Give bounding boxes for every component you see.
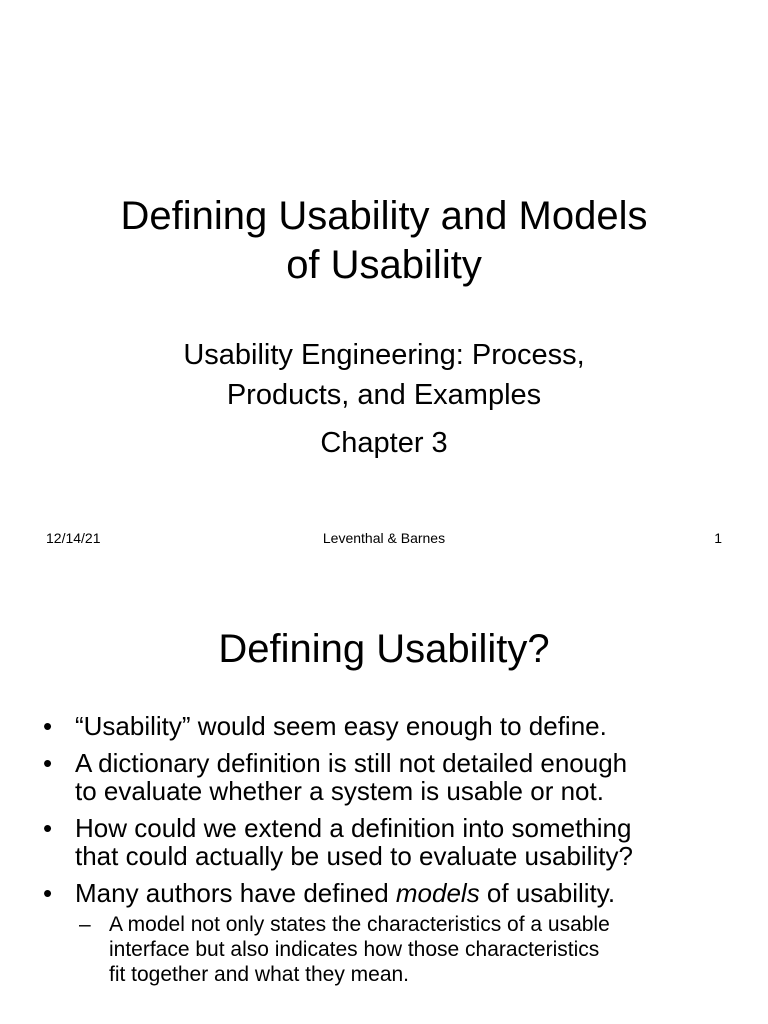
bullet-item <box>40 814 740 870</box>
sub-bullet-line-2: interface but also indicates how those characteristics <box>109 938 600 961</box>
bullet-text-line-1: How could we extend a definition into something <box>75 813 632 843</box>
bullet-item <box>40 749 740 805</box>
bullet-text: “Usability” would seem easy enough to define. <box>75 711 607 741</box>
bullet-text-before: Many authors have defined <box>75 878 396 908</box>
bullet-text-line-2: that could actually be used to evaluate usability? <box>75 841 633 871</box>
slide-title-line-1: Defining Usability and Models <box>120 194 648 238</box>
sub-bullet-line-1: A model not only states the characteristics of a usable <box>109 913 610 936</box>
slide-heading: Defining Usability? <box>218 627 550 671</box>
footer-authors: Leventhal & Barnes <box>322 530 446 546</box>
slide-subtitle-line-2: Products, and Examples <box>226 379 542 411</box>
bullet-icon: • <box>43 813 53 843</box>
chapter-label: Chapter 3 <box>320 427 448 459</box>
footer-date: 12/14/21 <box>46 530 101 546</box>
bullet-icon: • <box>43 748 53 778</box>
bullet-item <box>40 712 740 740</box>
dash-icon: – <box>79 913 91 936</box>
sub-bullet-line-3: fit together and what they mean. <box>109 963 410 986</box>
bullet-text-line-1: A dictionary definition is still not detailed enough <box>75 748 628 778</box>
bullet-text-line-2: to evaluate whether a system is usable or not. <box>75 776 604 806</box>
footer-page-number: 1 <box>714 530 722 546</box>
bullet-icon: • <box>43 878 53 908</box>
slide-title-line-2: of Usability <box>286 243 482 287</box>
slide-subtitle <box>40 335 728 415</box>
bullet-item <box>40 879 740 907</box>
slide-subtitle-line-1: Usability Engineering: Process, <box>183 339 585 371</box>
bullet-list <box>40 712 740 987</box>
slide-title <box>40 192 728 290</box>
emphasized-word: models <box>395 878 480 908</box>
sub-bullet-item <box>40 912 740 987</box>
content-slide <box>0 576 768 1024</box>
bullet-icon: • <box>43 711 53 741</box>
bullet-text-after: of usability. <box>479 878 616 908</box>
